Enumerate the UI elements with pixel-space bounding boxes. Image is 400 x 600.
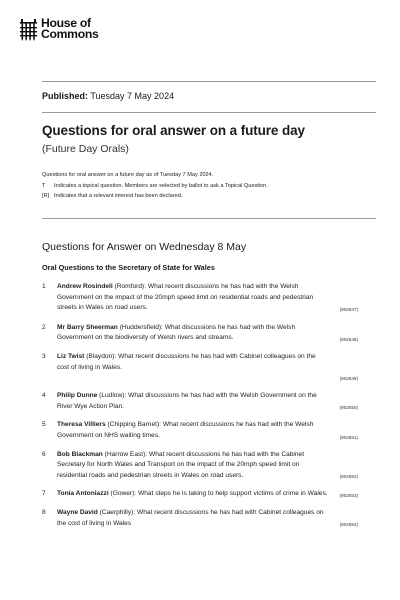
question-text: What discussions he has had with the Welsh Government on the River Wye Action Plan. bbox=[57, 392, 317, 410]
question-number: 2 bbox=[42, 323, 46, 331]
note-text: Indicates that a relevant interest has been declared. bbox=[54, 193, 183, 200]
question-item bbox=[42, 450, 358, 482]
question-constituency: (Chipping Barnet): bbox=[107, 421, 161, 429]
question-constituency: (Huddersfield): bbox=[119, 323, 163, 331]
question-item bbox=[42, 323, 358, 344]
question-text: What recent discussions he has had with Cabinet colleagues on the cost of living in Wales. bbox=[57, 352, 316, 371]
question-member: Andrew Rosindell bbox=[57, 283, 113, 290]
question-ref: (902650) bbox=[339, 405, 358, 411]
question-member: Bob Blackman bbox=[57, 450, 103, 458]
question-ref: (902652) bbox=[339, 474, 358, 480]
question-ref: (902651) bbox=[339, 434, 358, 440]
question-item bbox=[42, 282, 358, 314]
note-relevant-interest bbox=[42, 191, 268, 202]
note-key: [R] bbox=[42, 193, 50, 200]
published-date: Tuesday 7 May 2024 bbox=[90, 91, 175, 101]
question-constituency: (Harrow East): bbox=[104, 450, 148, 458]
divider-top bbox=[42, 81, 376, 82]
question-member: Theresa Villiers bbox=[57, 421, 106, 429]
question-member: Mr Barry Sheerman bbox=[57, 323, 118, 331]
question-constituency: (Romford): bbox=[114, 283, 147, 290]
question-item bbox=[42, 420, 358, 441]
question-constituency: (Caerphilly): bbox=[99, 508, 136, 516]
question-ref: (902654) bbox=[339, 522, 358, 528]
question-body bbox=[57, 450, 329, 482]
question-constituency: (Gower): bbox=[110, 490, 137, 498]
logo-line-2: Commons bbox=[41, 27, 99, 41]
question-member: Wayne David bbox=[57, 508, 98, 516]
section-heading: Questions for Answer on Wednesday 8 May bbox=[42, 241, 247, 253]
question-number: 4 bbox=[42, 392, 46, 400]
question-text: What recent discussions he has had with Cabinet colleagues on the cost of living in Wales bbox=[57, 508, 324, 527]
question-body bbox=[57, 391, 329, 412]
question-body bbox=[57, 352, 329, 373]
question-item bbox=[42, 352, 358, 383]
question-ref: (902648) bbox=[339, 336, 358, 342]
page-subtitle: (Future Day Orals) bbox=[42, 143, 129, 155]
note-key: T bbox=[42, 182, 46, 189]
question-number: 5 bbox=[42, 421, 46, 429]
question-ref: (902653) bbox=[339, 492, 358, 498]
question-item bbox=[42, 391, 358, 412]
published-line bbox=[42, 91, 174, 101]
note-topical bbox=[42, 181, 268, 192]
question-item bbox=[42, 508, 358, 529]
divider-notes bbox=[42, 218, 376, 219]
divider-published bbox=[42, 112, 376, 113]
question-item bbox=[42, 489, 358, 500]
question-body bbox=[57, 508, 329, 529]
question-body bbox=[57, 420, 329, 441]
question-body bbox=[57, 323, 329, 344]
question-constituency: (Blaydon): bbox=[86, 352, 117, 360]
logo-line-1: House of bbox=[41, 16, 91, 30]
notes-intro: Questions for oral answer on a future day as of Tuesday 7 May 2024. bbox=[42, 172, 214, 178]
question-text: What recent discussions he has had with the Welsh Government on the impact of the 20mph speed limit on residential roads and pedestrian streets in Wales on road users. bbox=[57, 283, 314, 312]
question-list bbox=[42, 282, 358, 529]
question-body bbox=[57, 282, 329, 314]
sub-heading: Oral Questions to the Secretary of State for Wales bbox=[42, 263, 215, 272]
note-text: Indicates a topical question. Members are selected by ballot to ask a Topical Question. bbox=[54, 182, 268, 189]
question-text: What recent discussions he has had with the Welsh Government on NHS waiting times. bbox=[57, 421, 314, 439]
house-of-commons-logo bbox=[20, 18, 99, 41]
question-text: What recent discussions he has had with the Cabinet Secretary for North Wales and Transport on the impact of the 20mph speed limit on residential roads and pedestrian streets in Wales on road users. bbox=[57, 450, 305, 479]
logo-wordmark bbox=[41, 18, 99, 40]
question-number: 8 bbox=[42, 508, 46, 516]
page-title: Questions for oral answer on a future day bbox=[42, 123, 305, 138]
question-member: Liz Twist bbox=[57, 352, 85, 360]
question-number: 3 bbox=[42, 352, 46, 360]
question-body bbox=[57, 489, 329, 500]
question-ref: (902647) bbox=[339, 306, 358, 312]
question-member: Philip Dunne bbox=[57, 392, 98, 400]
question-number: 6 bbox=[42, 450, 46, 458]
question-member: Tonia Antoniazzi bbox=[57, 490, 109, 498]
question-text: What discussions he has had with the Welsh Government on the biodiversity of Welsh rivers and streams. bbox=[57, 323, 296, 342]
portcullis-icon bbox=[20, 19, 37, 41]
question-ref: (902649) bbox=[339, 376, 358, 382]
question-text: What steps he is taking to help support victims of crime in Wales. bbox=[138, 490, 328, 498]
question-number: 1 bbox=[42, 283, 46, 290]
question-constituency: (Ludlow): bbox=[99, 392, 127, 400]
question-number: 7 bbox=[42, 490, 46, 498]
notes-block bbox=[42, 170, 268, 202]
published-label: Published: bbox=[42, 91, 89, 101]
